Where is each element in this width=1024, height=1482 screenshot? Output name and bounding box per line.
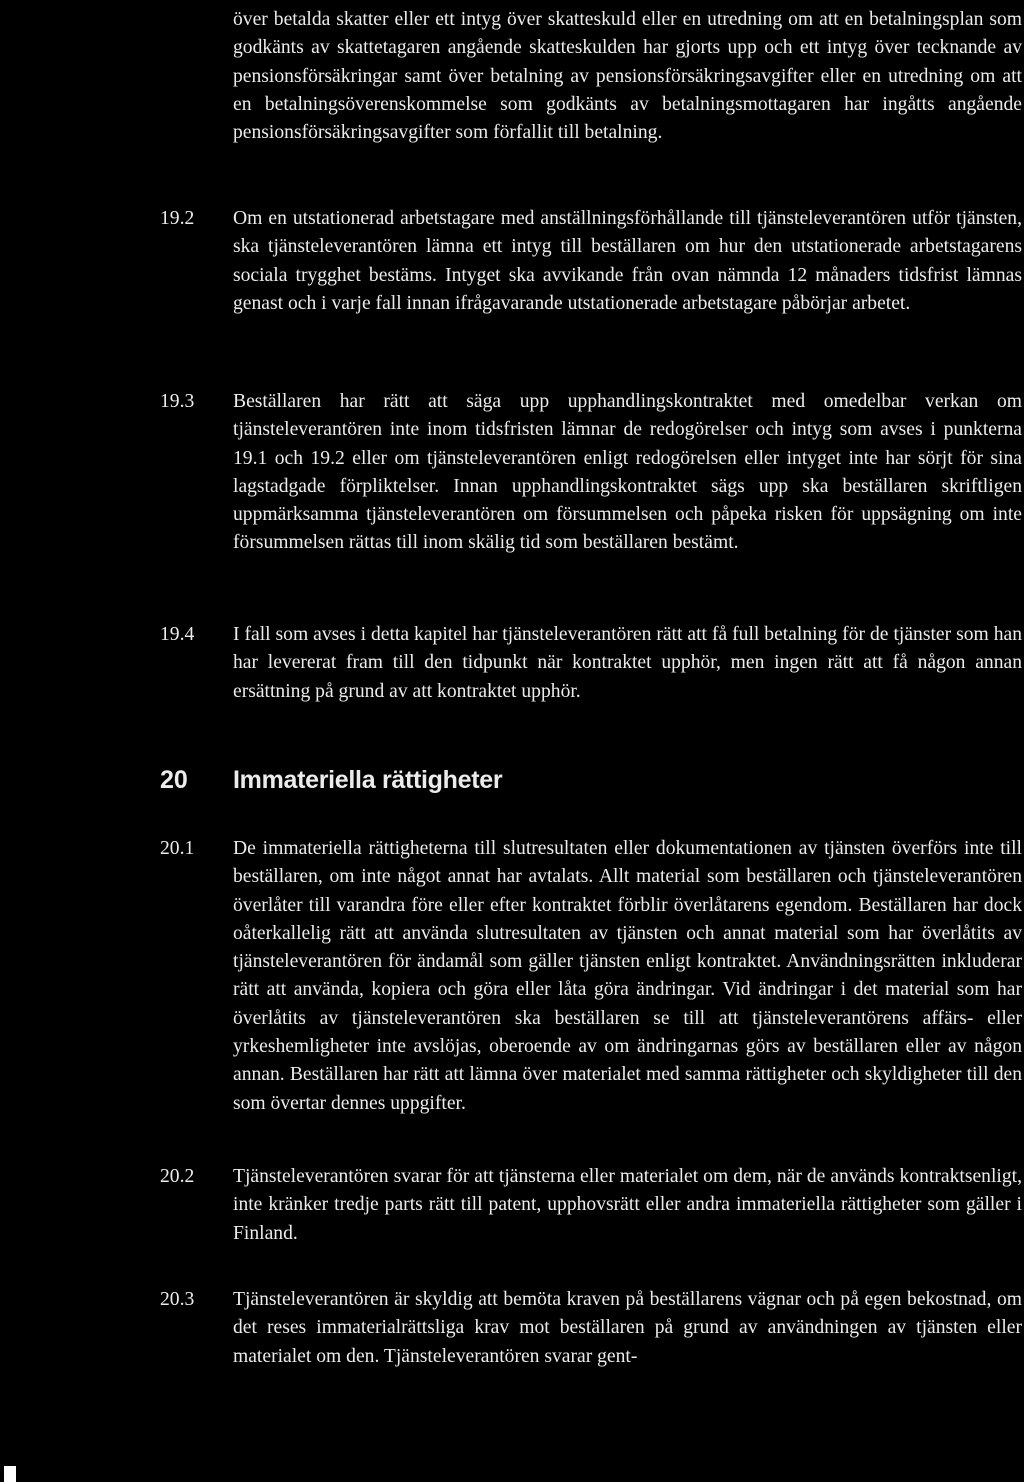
scan-corner-mark — [4, 1466, 16, 1482]
section-number-19-4: 19.4 — [160, 624, 195, 645]
section-number-19-2: 19.2 — [160, 208, 195, 229]
paragraph-19-1-continuation: över betalda skatter eller ett intyg över skatteskuld eller en utredning om att en betalningsplan som godkänts av skattetagaren angående skatteskulden har gjorts upp och ett intyg över tecknande av pensionsförsäkringar samt över betalning av pensionsförsäkringsavgifter eller en utredning om att en betalningsöverenskommelse som godkänts av betalningsmottagaren har ingåtts angående pensionsförsäkringsavgifter som förfallit till betalning. — [233, 9, 1022, 144]
section-number-20-1: 20.1 — [160, 838, 195, 859]
section-number-20-3: 20.3 — [160, 1289, 195, 1310]
paragraph-19-4: I fall som avses i detta kapitel har tjänsteleverantören rätt att få full betalning för de tjänster som han har levererat fram till den tidpunkt när kontraktet upphör, men ingen rätt att få någon annan ersättning på grund av att kontraktet upphör. — [233, 624, 1022, 702]
section-number-20-2: 20.2 — [160, 1166, 195, 1187]
section-number-19-3: 19.3 — [160, 391, 195, 412]
chapter-number-20: 20 — [160, 766, 188, 794]
paragraph-20-3: Tjänsteleverantören är skyldig att bemöta kraven på beställarens vägnar och på egen bekostnad, om det reses immaterialrättsliga krav mot beställaren på grund av användningen av tjänsten eller materialet om den. Tjänsteleverantören svarar gent- — [233, 1289, 1022, 1367]
paragraph-19-2: Om en utstationerad arbetstagare med anställningsförhållande till tjänsteleverantören utför tjänsten, ska tjänsteleverantören lämna ett intyg till beställaren om hur den utstationerade arbetstagarens sociala trygghet bestäms. Intyget ska avvikande från ovan nämnda 12 månaders tidsfrist lämnas genast och i varje fall innan ifrågavarande utstationerade arbetstagare påbörjar arbetet. — [233, 208, 1022, 314]
chapter-title-20: Immateriella rättigheter — [233, 766, 503, 794]
paragraph-19-3: Beställaren har rätt att säga upp upphandlingskontraktet med omedelbar verkan om tjänsteleverantören inte inom tidsfristen lämnar de redogörelser och intyg som avses i punkterna 19.1 och 19.2 eller om tjänsteleverantören enligt redogörelsen eller intyget inte har sörjt för sina lagstadgade förpliktelser. Innan upphandlingskontraktet sägs upp ska beställaren skriftligen uppmärksamma tjänsteleverantören om försummelsen och påpeka risken för uppsägning om inte försummelsen rättas till inom skälig tid som beställaren bestämt. — [233, 391, 1022, 554]
paragraph-20-2: Tjänsteleverantören svarar för att tjänsterna eller materialet om dem, när de används kontraktsenligt, inte kränker tredje parts rätt till patent, upphovsrätt eller andra immateriella rättigheter som gäller i Finland. — [233, 1166, 1022, 1244]
paragraph-20-1: De immateriella rättigheterna till slutresultaten eller dokumentationen av tjänsten överförs inte till beställaren, om inte något annat har avtalats. Allt material som beställaren och tjänsteleverantören överlåter till varandra före eller efter kontraktet förblir överlåtarens egendom. Beställaren har dock oåterkallelig rätt att använda slutresultaten av tjänsten och annat material som har överlåtits av tjänsteleverantören för ändamål som gäller tjänsten enligt kontraktet. Användningsrätten inkluderar rätt att använda, kopiera och göra eller låta göra ändringar. Vid ändringar i det material som har överlåtits av tjänsteleverantören ska beställaren se till att tjänsteleverantörens affärs- eller yrkeshemligheter inte avslöjas, oberoende av om ändringarnas görs av beställaren eller av någon annan. Beställaren har rätt att lämna över materialet med samma rättigheter och skyldigheter till den som övertar dennes uppgifter. — [233, 838, 1022, 1114]
